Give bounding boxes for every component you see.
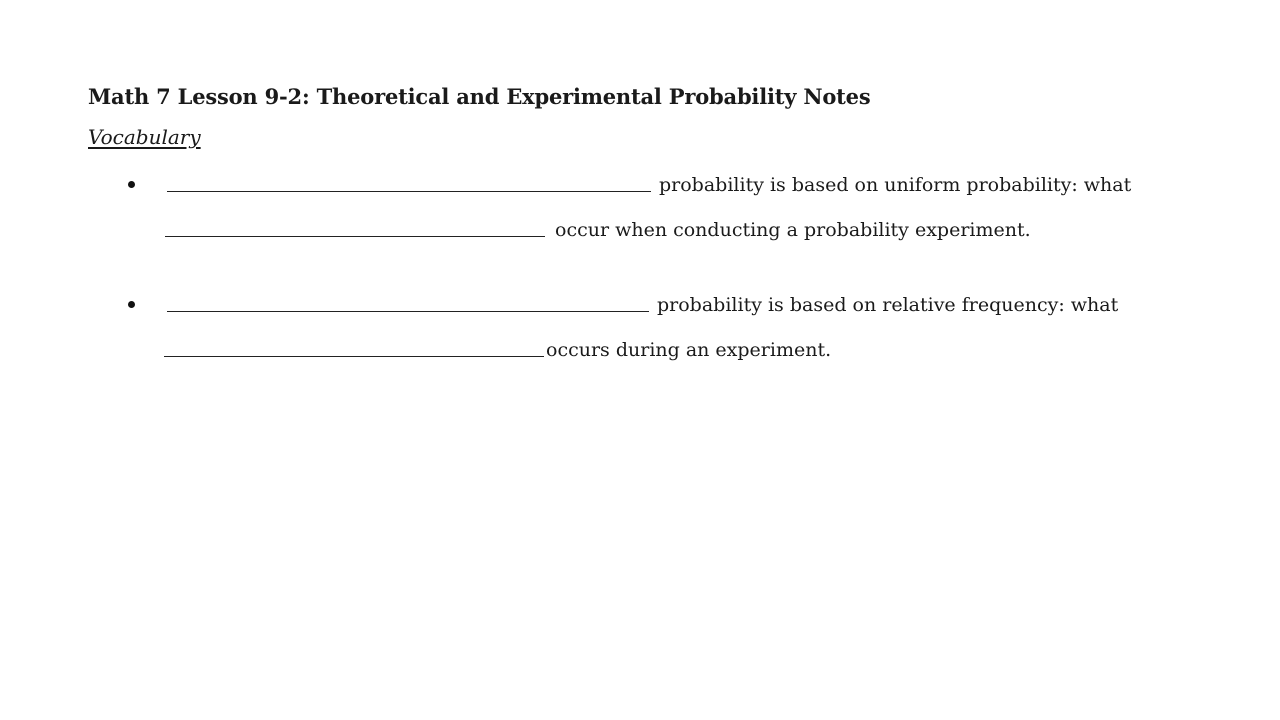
vocab-item-1-line-2	[165, 219, 1031, 241]
vocab-item-2-line-1	[167, 294, 1118, 316]
fill-in-blank[interactable]	[164, 340, 544, 357]
vocab-item-2-text-1: probability is based on relative frequency: what	[657, 294, 1119, 316]
bullet-icon	[128, 301, 135, 308]
vocab-item-1-line-1	[167, 174, 1131, 196]
section-heading-vocabulary: Vocabulary	[88, 125, 201, 149]
vocab-item-1-text-2: occur when conducting a probability experiment.	[555, 219, 1031, 241]
fill-in-blank[interactable]	[165, 220, 545, 237]
fill-in-blank[interactable]	[167, 175, 651, 192]
vocab-item-2-line-2	[164, 339, 831, 361]
bullet-icon	[128, 181, 135, 188]
vocab-item-2-text-2: occurs during an experiment.	[546, 339, 832, 361]
vocab-item-1-text-1: probability is based on uniform probability: what	[659, 174, 1132, 196]
page-title: Math 7 Lesson 9-2: Theoretical and Experimental Probability Notes	[88, 84, 871, 109]
fill-in-blank[interactable]	[167, 295, 649, 312]
